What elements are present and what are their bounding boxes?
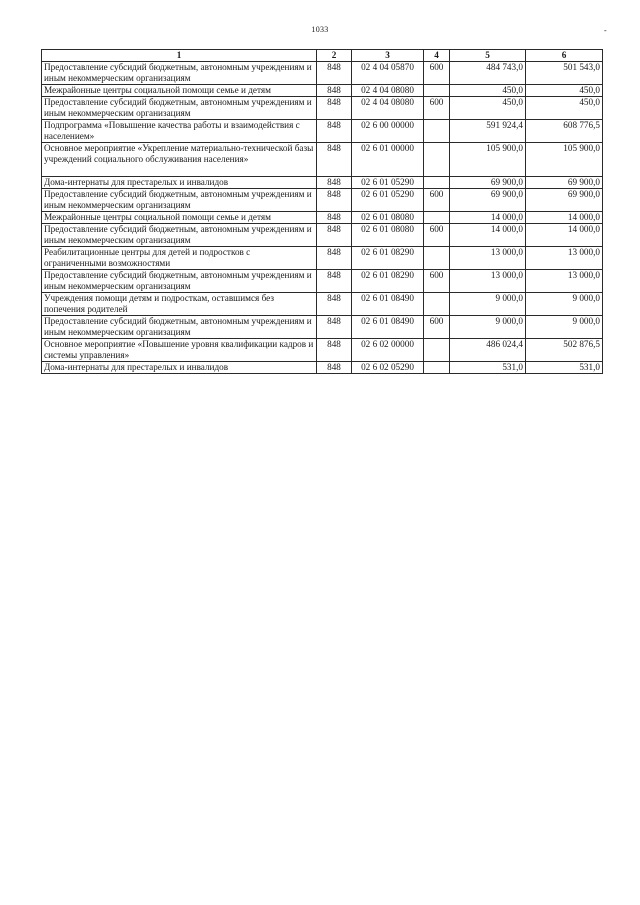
- row-csr: 02 6 00 00000: [352, 120, 424, 143]
- row-name: Предоставление субсидий бюджетным, автономным учреждениям и иным некоммерческим организациям: [42, 316, 317, 339]
- row-name: Межрайонные центры социальной помощи семье и детям: [42, 85, 317, 97]
- row-sum-1: 484 743,0: [450, 62, 526, 85]
- row-vr: 600: [424, 224, 450, 247]
- row-grbs: 848: [317, 270, 352, 293]
- row-vr: [424, 177, 450, 189]
- table-row: [42, 85, 603, 97]
- row-sum-1: 450,0: [450, 85, 526, 97]
- row-sum-2: 9 000,0: [526, 293, 603, 316]
- row-csr: 02 6 01 08490: [352, 316, 424, 339]
- row-sum-1: 14 000,0: [450, 212, 526, 224]
- row-sum-1: 531,0: [450, 362, 526, 374]
- row-grbs: 848: [317, 120, 352, 143]
- row-name: Дома-интернаты для престарелых и инвалидов: [42, 177, 317, 189]
- row-name: Предоставление субсидий бюджетным, автономным учреждениям и иным некоммерческим организациям: [42, 97, 317, 120]
- row-grbs: 848: [317, 212, 352, 224]
- row-grbs: 848: [317, 189, 352, 212]
- row-vr: [424, 362, 450, 374]
- row-name: Предоставление субсидий бюджетным, автономным учреждениям и иным некоммерческим организациям: [42, 62, 317, 85]
- page-number: 1033: [311, 25, 329, 34]
- row-sum-2: 13 000,0: [526, 247, 603, 270]
- row-vr: [424, 143, 450, 177]
- row-vr: 600: [424, 270, 450, 293]
- row-grbs: 848: [317, 62, 352, 85]
- column-header-3: 3: [352, 50, 424, 62]
- row-sum-2: 450,0: [526, 97, 603, 120]
- row-sum-2: 14 000,0: [526, 212, 603, 224]
- table-row: [42, 362, 603, 374]
- row-name: Предоставление субсидий бюджетным, автономным учреждениям и иным некоммерческим организациям: [42, 270, 317, 293]
- row-sum-2: 13 000,0: [526, 270, 603, 293]
- row-grbs: 848: [317, 247, 352, 270]
- row-vr: 600: [424, 189, 450, 212]
- row-sum-2: 502 876,5: [526, 339, 603, 362]
- row-sum-1: 9 000,0: [450, 316, 526, 339]
- row-csr: 02 6 01 00000: [352, 143, 424, 177]
- row-name: Реабилитационные центры для детей и подростков с ограниченными возможностями: [42, 247, 317, 270]
- row-sum-1: 14 000,0: [450, 224, 526, 247]
- row-sum-2: 105 900,0: [526, 143, 603, 177]
- row-csr: 02 6 01 08080: [352, 224, 424, 247]
- row-csr: 02 6 02 00000: [352, 339, 424, 362]
- table-row: [42, 339, 603, 362]
- row-sum-1: 69 900,0: [450, 177, 526, 189]
- row-grbs: 848: [317, 224, 352, 247]
- table-row: [42, 62, 603, 85]
- corner-mark: -: [604, 26, 607, 35]
- row-grbs: 848: [317, 316, 352, 339]
- row-grbs: 848: [317, 177, 352, 189]
- row-sum-1: 13 000,0: [450, 270, 526, 293]
- row-name: Основное мероприятие «Укрепление материально-технической базы учреждений социального обслуживания населения»: [42, 143, 317, 177]
- row-csr: 02 4 04 08080: [352, 85, 424, 97]
- table-row: [42, 224, 603, 247]
- row-vr: [424, 293, 450, 316]
- column-header-5: 5: [450, 50, 526, 62]
- row-vr: 600: [424, 316, 450, 339]
- row-grbs: 848: [317, 293, 352, 316]
- row-grbs: 848: [317, 362, 352, 374]
- row-name: Предоставление субсидий бюджетным, автономным учреждениям и иным некоммерческим организациям: [42, 189, 317, 212]
- row-sum-1: 13 000,0: [450, 247, 526, 270]
- row-grbs: 848: [317, 97, 352, 120]
- table-row: [42, 177, 603, 189]
- row-vr: 600: [424, 97, 450, 120]
- table-row: [42, 120, 603, 143]
- row-csr: 02 6 01 08490: [352, 293, 424, 316]
- table-row: [42, 270, 603, 293]
- column-header-1: 1: [42, 50, 317, 62]
- table-row: [42, 97, 603, 120]
- row-vr: 600: [424, 62, 450, 85]
- row-sum-1: 105 900,0: [450, 143, 526, 177]
- row-sum-1: 450,0: [450, 97, 526, 120]
- row-name: Основное мероприятие «Повышение уровня квалификации кадров и системы управления»: [42, 339, 317, 362]
- row-sum-1: 9 000,0: [450, 293, 526, 316]
- table-row: [42, 293, 603, 316]
- row-csr: 02 6 01 08080: [352, 212, 424, 224]
- row-name: Дома-интернаты для престарелых и инвалидов: [42, 362, 317, 374]
- row-grbs: 848: [317, 85, 352, 97]
- column-header-6: 6: [526, 50, 603, 62]
- row-csr: 02 4 04 05870: [352, 62, 424, 85]
- row-name: Предоставление субсидий бюджетным, автономным учреждениям и иным некоммерческим организациям: [42, 224, 317, 247]
- row-name: Подпрограмма «Повышение качества работы и взаимодействия с населением»: [42, 120, 317, 143]
- table-row: [42, 247, 603, 270]
- column-header-4: 4: [424, 50, 450, 62]
- row-vr: [424, 120, 450, 143]
- table-row: [42, 316, 603, 339]
- row-csr: 02 6 01 05290: [352, 189, 424, 212]
- row-sum-2: 608 776,5: [526, 120, 603, 143]
- row-sum-1: 486 024,4: [450, 339, 526, 362]
- row-csr: 02 6 02 05290: [352, 362, 424, 374]
- row-sum-2: 14 000,0: [526, 224, 603, 247]
- table-row: [42, 212, 603, 224]
- table-row: [42, 143, 603, 177]
- row-grbs: 848: [317, 143, 352, 177]
- row-sum-2: 69 900,0: [526, 177, 603, 189]
- column-header-2: 2: [317, 50, 352, 62]
- row-grbs: 848: [317, 339, 352, 362]
- header-row: [42, 50, 603, 62]
- row-vr: [424, 247, 450, 270]
- row-sum-2: 501 543,0: [526, 62, 603, 85]
- row-name: Межрайонные центры социальной помощи семье и детям: [42, 212, 317, 224]
- row-csr: 02 6 01 08290: [352, 247, 424, 270]
- row-vr: [424, 85, 450, 97]
- row-sum-2: 531,0: [526, 362, 603, 374]
- row-sum-2: 69 900,0: [526, 189, 603, 212]
- row-sum-1: 69 900,0: [450, 189, 526, 212]
- budget-table: [41, 49, 603, 374]
- row-csr: 02 6 01 08290: [352, 270, 424, 293]
- row-sum-1: 591 924,4: [450, 120, 526, 143]
- row-name: Учреждения помощи детям и подросткам, оставшимся без попечения родителей: [42, 293, 317, 316]
- table-row: [42, 189, 603, 212]
- row-sum-2: 450,0: [526, 85, 603, 97]
- row-vr: [424, 339, 450, 362]
- row-csr: 02 4 04 08080: [352, 97, 424, 120]
- row-sum-2: 9 000,0: [526, 316, 603, 339]
- row-vr: [424, 212, 450, 224]
- row-csr: 02 6 01 05290: [352, 177, 424, 189]
